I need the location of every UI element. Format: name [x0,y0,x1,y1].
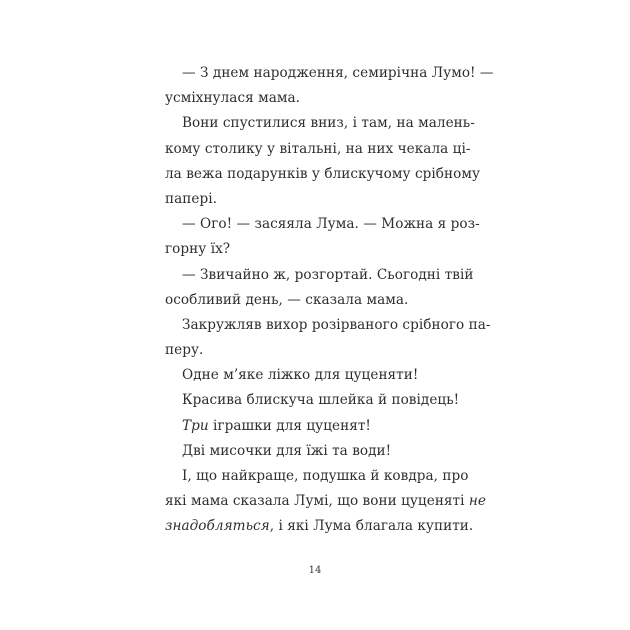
page-number: 14 [308,565,322,576]
text-line: ла вежа подарунків у блискучому срібному [165,165,481,182]
text-line: усміхнулася мама. [165,90,301,107]
text-line: перу. [165,342,204,359]
text-line: горну їх? [165,241,231,258]
text-span: , і які Лума благала купити. [269,518,474,535]
text-line: — Ого! — засяяла Лума. — Можна я роз- [182,216,480,233]
text-line: особливий день, — сказала мама. [165,291,409,308]
text-line: — З днем народження, семирічна Лумо! — [182,65,494,81]
text-line: Дві мисочки для їжі та води! [182,442,392,459]
text-span: іграшки для цуценят! [208,417,371,434]
text-line [165,489,486,514]
text-span: які мама сказала Лумі, що вони цуценяті [165,493,469,510]
text-line: — Звичайно ж, розгортай. Сьогодні твій [182,266,474,283]
text-line: Закружляв вихор розірваного срібного па- [182,316,491,333]
text-line [165,414,467,439]
text-line: Одне м’яке ліжко для цуценяти! [182,367,419,384]
text-line: папері. [165,190,217,207]
text-line: кому столику у вітальні, на них чекала ці- [165,140,471,157]
emphasis-text: знадобляться [165,518,270,535]
text-line: Красива блискуча шлейка й повідець! [182,392,460,409]
text-line: І, що найкраще, подушка й ковдра, про [182,468,469,484]
text-line [165,514,474,539]
text-line: Вони спустилися вниз, і там, на малень- [182,115,475,132]
emphasis-text: не [468,493,486,510]
emphasis-text: Три [182,417,209,434]
body-text [165,61,494,540]
